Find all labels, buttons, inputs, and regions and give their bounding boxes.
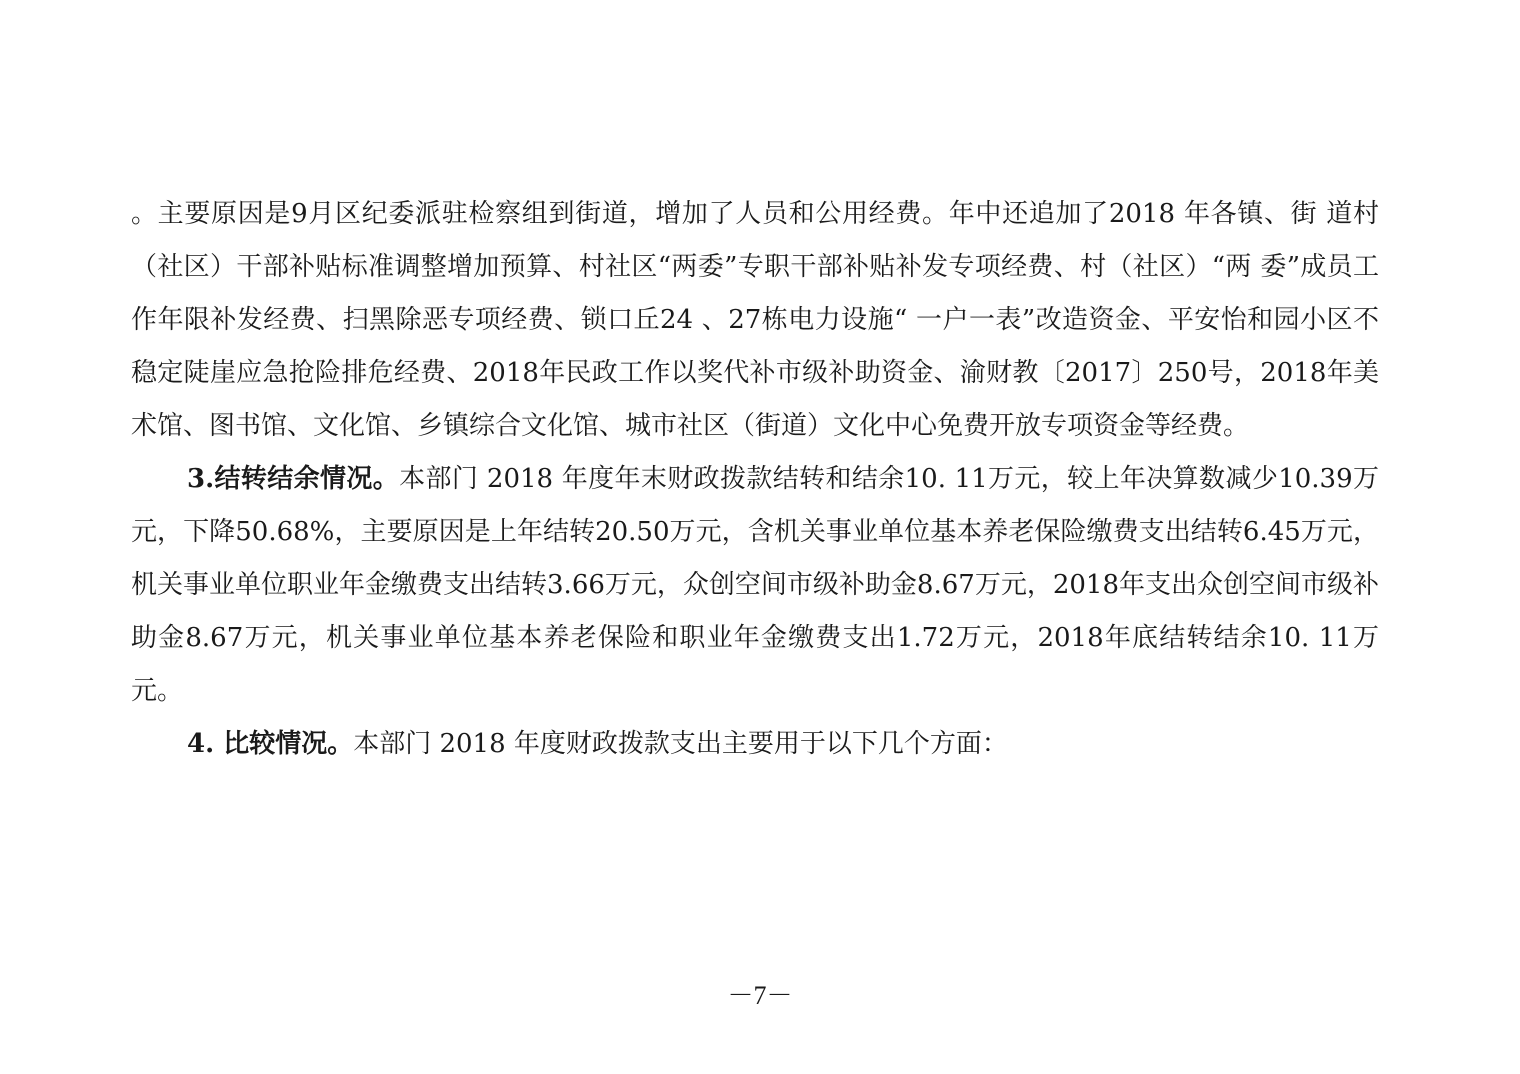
page-number: －7－ — [727, 981, 793, 1010]
paragraph-heading: 3.结转结余情况。 — [187, 464, 400, 494]
paragraph-continuation — [131, 188, 1379, 453]
paragraph-heading: 4. 比较情况。 — [187, 729, 354, 759]
paragraph-text: 。主要原因是9月区纪委派驻检察组到街道，增加了人员和公用经费。年中还追加了2018 年各镇、街 道村（社区）干部补贴标准调整增加预算、村社区“两委”专职干部补贴补发专项经费、村（社区）“两 委”成员工作年限补发经费、扫黑除恶专项经费、锁口丘24 、27栋电力设施“ 一户一表”改造资金、平安怡和园小区不稳定陡崖应急抢险排危经费、2018年民政工作以奖代补市级补助资金、渝财教〔2017〕250号，2018年美术馆、图书馆、文化馆、乡镇综合文化馆、城市社区（街道）文化中心免费开放专项资金等经费。 — [131, 199, 1379, 441]
paragraph-comparison — [131, 718, 1379, 771]
paragraph-text: 本部门 2018 年度财政拨款支出主要用于以下几个方面： — [353, 729, 1008, 759]
paragraph-text: 本部门 2018 年度年末财政拨款结转和结余10. 11万元，较上年决算数减少10.39万元，下降50.68%，主要原因是上年结转20.50万元，含机关事业单位基本养老保险缴费支出结转6.45万元，机关事业单位职业年金缴费支出结转3.66万元，众创空间市级补助金8.67万元，2018年支出众创空间市级补助金8.67万元，机关事业单位基本养老保险和职业年金缴费支出1.72万元，2018年底结转结余10. 11万元。 — [131, 464, 1379, 706]
body-text — [131, 188, 1379, 771]
paragraph-carryover-balance — [131, 453, 1379, 718]
